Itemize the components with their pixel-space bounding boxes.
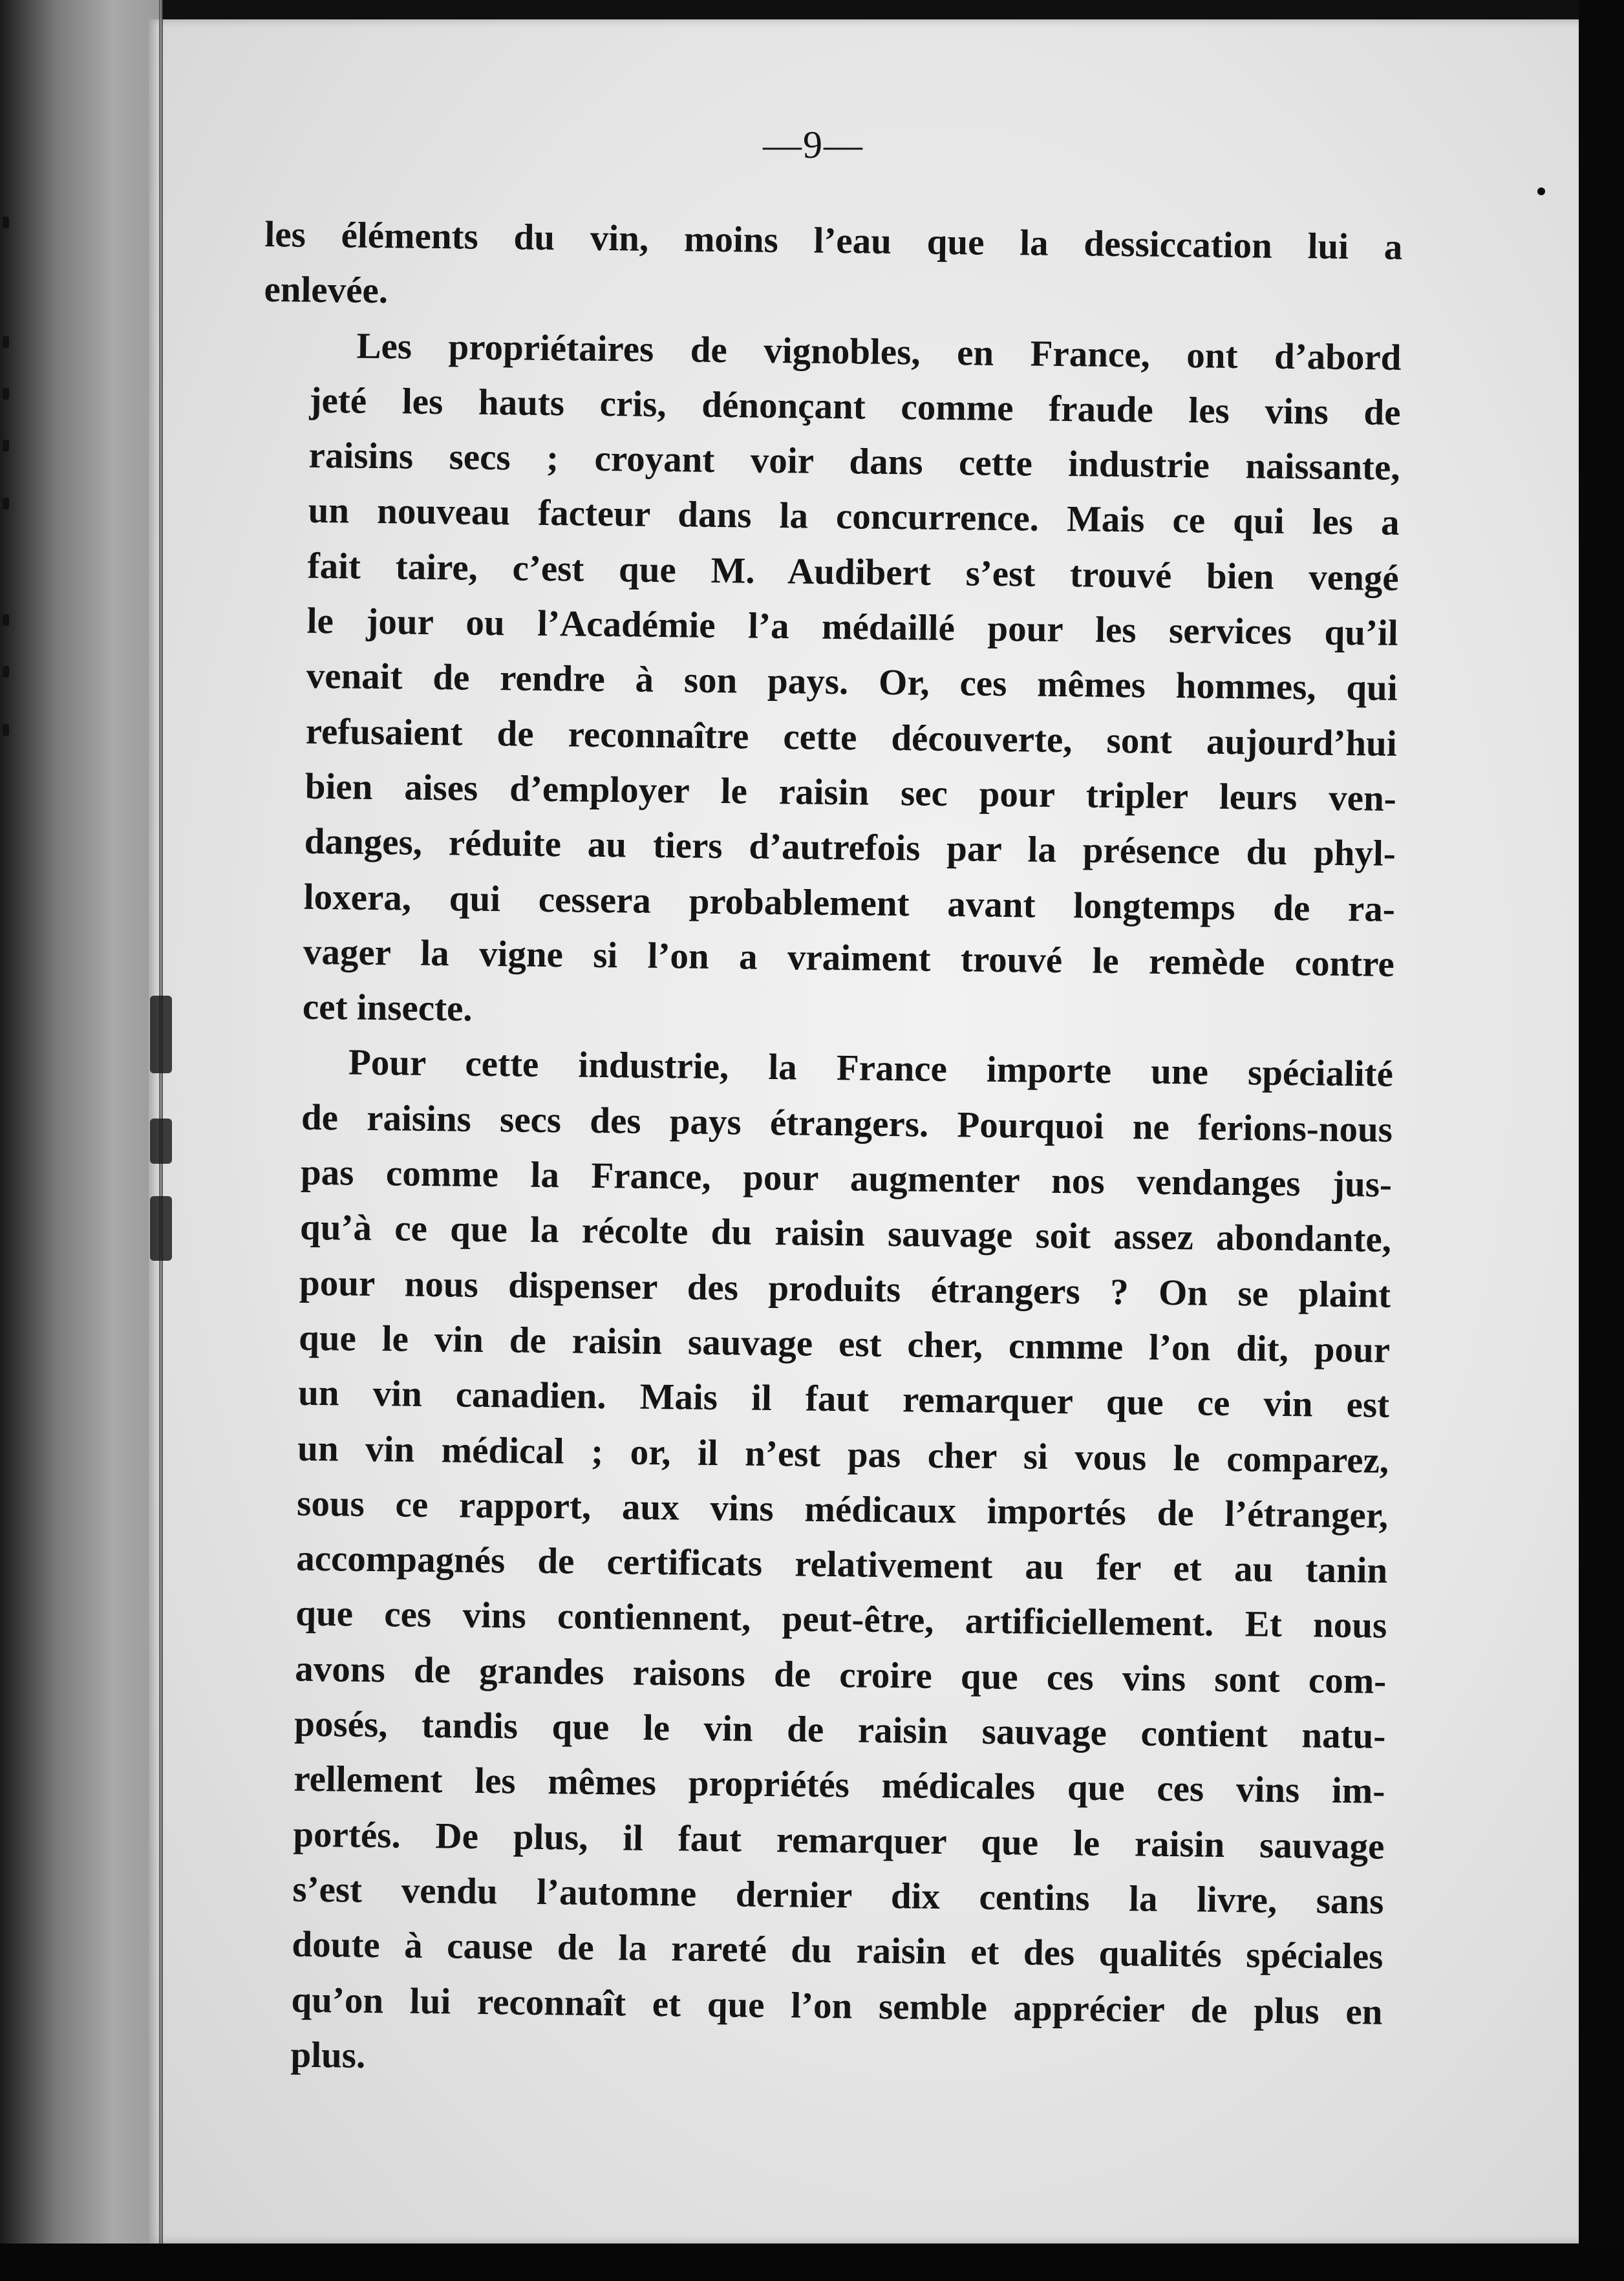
text-line: venait de rendre à son pays. Or, ces mêmes hommes, qui [306, 656, 1398, 709]
edge-mark [3, 336, 9, 348]
text-line: plus. [290, 2034, 366, 2076]
text-line: de raisins secs des pays étrangers. Pourquoi ne ferions-nous [301, 1097, 1393, 1150]
text-line: qu’on lui reconnaît et que l’on semble apprécier de plus en [291, 1979, 1383, 2033]
ink-speck [1537, 187, 1545, 195]
text-line: Les propriétaires de vignobles, en France, ont d’abord [356, 325, 1402, 378]
text-line: pas comme la France, pour augmenter nos vendanges jus- [300, 1151, 1393, 1205]
text-line: s’est vendu l’automne dernier dix centins la livre, sans [292, 1869, 1384, 1922]
scan-bottom-border [0, 2244, 1624, 2281]
text-line: un vin médical ; or, il n’est pas cher si vous le comparez, [297, 1428, 1389, 1481]
binding-stitch [150, 1196, 172, 1261]
binding-stitch [150, 996, 172, 1073]
text-line: raisins secs ; croyant voir dans cette industrie naissante, [308, 434, 1400, 489]
text-line: jeté les hauts cris, dénonçant comme fraude les vins de [309, 380, 1401, 433]
text-line: que ces vins contiennent, peut-être, artificiellement. Et nous [295, 1593, 1387, 1647]
text-line: bien aises d’employer le raisin sec pour tripler leurs ven- [304, 766, 1397, 819]
text-line: rellement les mêmes propriétés médicales que ces vins im- [294, 1758, 1385, 1812]
body-text [244, 207, 1403, 2095]
scan-top-border [0, 0, 1624, 19]
text-line: loxera, qui cessera probablement avant longtemps de ra- [303, 876, 1396, 930]
text-line: Pour cette industrie, la France importe une spécialité [348, 1042, 1394, 1095]
text-line: accompagnés de certificats relativement au fer et au tanin [295, 1537, 1388, 1591]
text-line: vager la vigne si l’on a vraiment trouvé le remède contre [303, 931, 1395, 985]
text-line: doute à cause de la rareté du raisin et des qualités spéciales [292, 1923, 1384, 1977]
text-line: danges, réduite au tiers d’autrefois par la présence du phyl- [304, 821, 1396, 875]
text-line: un vin canadien. Mais il faut remarquer que ce vin est [297, 1372, 1390, 1426]
text-line: que le vin de raisin sauvage est cher, cnmme l’on dit, pour [298, 1317, 1391, 1371]
text-line: cet insecte. [302, 986, 473, 1029]
page-number: —9— [763, 123, 864, 166]
text-line: enlevée. [264, 269, 389, 312]
text-line: pour nous dispenser des produits étrangers ? On se plaint [299, 1262, 1391, 1316]
edge-mark [3, 440, 9, 451]
edge-mark [3, 724, 9, 736]
text-line: refusaient de reconnaître cette découverte, sont aujourd’hui [305, 711, 1398, 764]
facing-page-edge [0, 0, 162, 2281]
paragraph [264, 207, 1403, 330]
text-line: fait taire, c’est que M. Audibert s’est trouvé bien vengé [307, 545, 1399, 599]
edge-mark [3, 217, 9, 228]
edge-mark [3, 388, 9, 400]
edge-mark [3, 614, 9, 626]
paragraph [255, 317, 1401, 1047]
text-line: le jour ou l’Académie l’a médaillé pour les services qu’il [306, 600, 1398, 654]
text-line: portés. De plus, il faut remarquer que le raisin sauvage [293, 1814, 1385, 1867]
binding-stitch [150, 1119, 172, 1164]
text-line: posés, tandis que le vin de raisin sauvage contient natu- [294, 1703, 1386, 1757]
paragraph [244, 1034, 1393, 2095]
text-line: qu’à ce que la récolte du raisin sauvage soit assez abondante, [299, 1207, 1392, 1261]
edge-mark [3, 498, 9, 509]
text-line: sous ce rapport, aux vins médicaux importés de l’étranger, [296, 1483, 1389, 1536]
text-line: avons de grandes raisons de croire que ces vins sont com- [294, 1648, 1387, 1702]
text-line: un nouveau facteur dans la concurrence. Mais ce qui les a [308, 490, 1400, 544]
text-line: les éléments du vin, moins l’eau que la dessiccation lui a [264, 213, 1403, 268]
edge-mark [3, 666, 9, 678]
scan-right-border [1579, 0, 1624, 2281]
